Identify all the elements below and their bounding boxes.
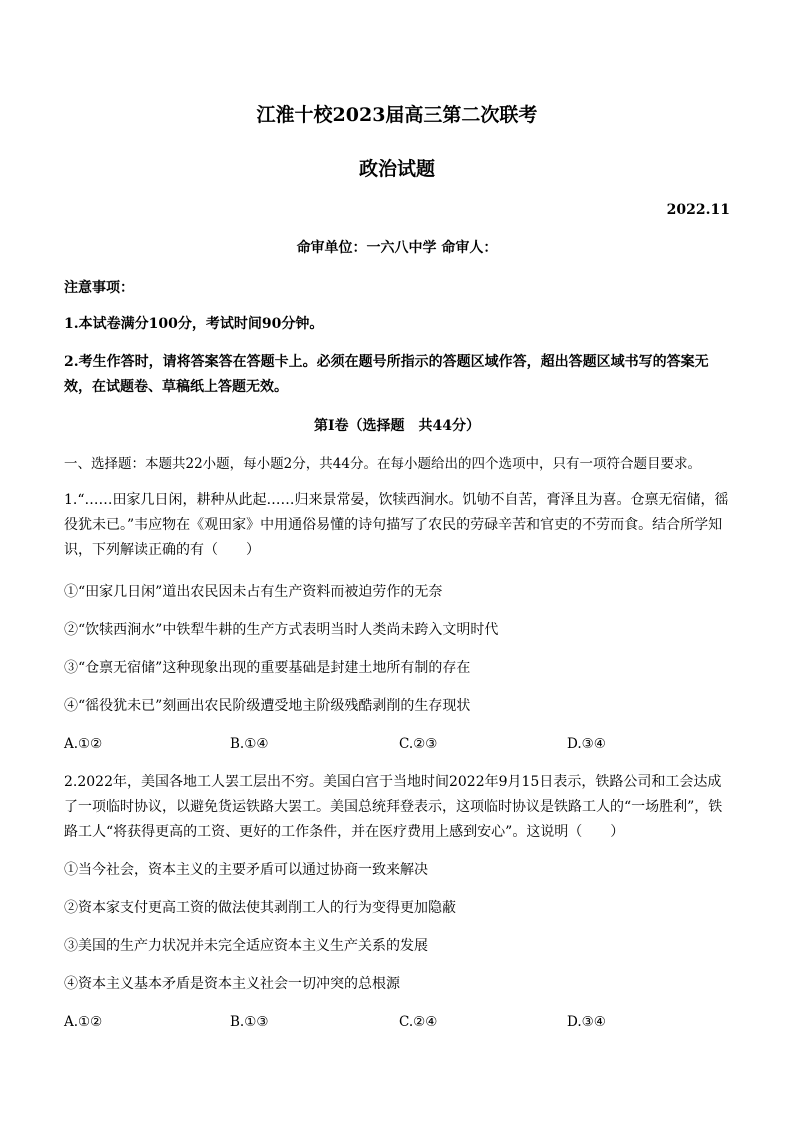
question-2-option-a[interactable]: A.①② <box>64 1014 103 1030</box>
question-2-statement-1: ①当今社会，资本主义的主要矛盾可以通过协商一致来解决 <box>64 862 428 878</box>
question-1-stem: 1.“……田家几日闲，耕种从此起……归来景常晏，饮犊西涧水。饥劬不自苦，膏泽且为喜。仓禀无宿储，徭役犹未已。”韦应物在《观田家》中用通俗易懂的诗句描写了农民的劳碌辛苦和官吏的不劳而食。结合所学知识，下列解读正确的有（ ） <box>64 492 729 558</box>
exam-date: 2022.11 <box>666 202 730 218</box>
exam-subtitle: 政治试题 <box>358 158 435 180</box>
question-2-statement-2: ②资本家支付更高工资的做法使其剥削工人的行为变得更加隐蔽 <box>64 900 456 916</box>
question-1-statement-2: ②“饮犊西涧水”中铁犁牛耕的生产方式表明当时人类尚未跨入文明时代 <box>64 622 499 638</box>
note-item-1: 1.本试卷满分100分，考试时间90分钟。 <box>64 316 324 332</box>
question-1-option-b[interactable]: B.①④ <box>230 736 269 752</box>
question-1-option-a[interactable]: A.①② <box>64 736 103 752</box>
author-line: 命审单位：一六八中学 命审人： <box>296 240 498 256</box>
question-1-option-d[interactable]: D.③④ <box>567 736 606 752</box>
question-2-option-b[interactable]: B.①③ <box>230 1014 269 1030</box>
question-2-option-c[interactable]: C.②④ <box>399 1014 438 1030</box>
question-1-statement-4: ④“徭役犹未已”刻画出农民阶级遭受地主阶级残酷剥削的生存现状 <box>64 698 471 714</box>
exam-title: 江淮十校2023届高三第二次联考 <box>256 104 538 126</box>
question-2-statement-3: ③美国的生产力状况并未完全适应资本主义生产关系的发展 <box>64 938 428 954</box>
section-title: 第Ⅰ卷（选择题 共44分） <box>313 418 481 434</box>
question-1-option-c[interactable]: C.②③ <box>399 736 438 752</box>
note-item-2: 2.考生作答时，请将答案答在答题卡上。必须在题号所指示的答题区域作答，超出答题区域书写的答案无效，在试题卷、草稿纸上答题无效。 <box>64 354 709 395</box>
question-2-stem: 2.2022年，美国各地工人罢工层出不穷。美国白宫于当地时间2022年9月15日表示，铁路公司和工会达成了一项临时协议，以避免货运铁路大罢工。美国总统拜登表示，这项临时协议是铁路工人的“一场胜利”，铁路工人“将获得更高的工资、更好的工作条件，并在医疗费用上感到安心”。这说明（ ） <box>64 774 723 840</box>
question-2-option-d[interactable]: D.③④ <box>567 1014 606 1030</box>
question-2-statement-4: ④资本主义基本矛盾是资本主义社会一切冲突的总根源 <box>64 976 400 992</box>
section-instruction: 一、选择题：本题共22小题，每小题2分，共44分。在每小题给出的四个选项中，只有一项符合题目要求。 <box>64 456 701 472</box>
question-1-statement-3: ③“仓禀无宿储”这种现象出现的重要基础是封建土地所有制的存在 <box>64 660 471 676</box>
question-1-statement-1: ①“田家几日闲”道出农民因未占有生产资料而被迫劳作的无奈 <box>64 584 443 600</box>
notes-heading: 注意事项： <box>64 280 134 296</box>
